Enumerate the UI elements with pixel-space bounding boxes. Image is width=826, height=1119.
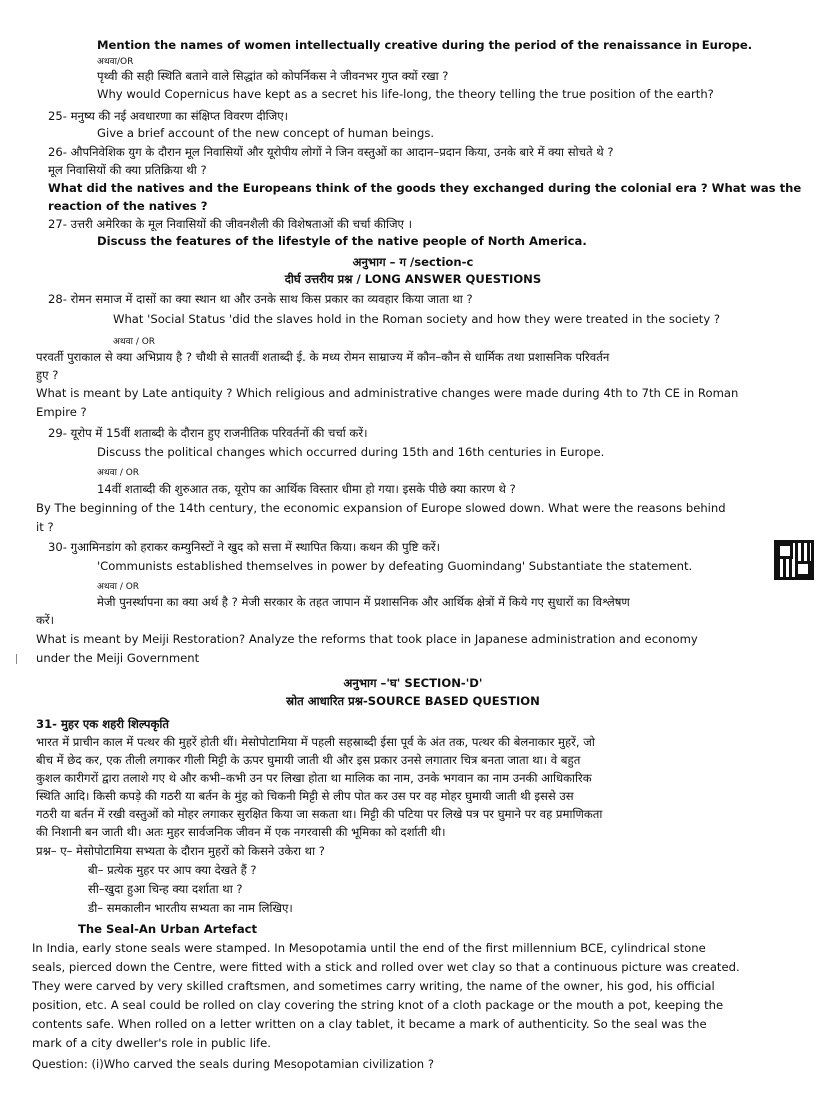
q31-en-passage-5: contents safe. When rolled on a letter written on a clay tablet, it became a mark of authenticity. So the seal was the <box>32 1017 707 1031</box>
q31-en-question-i: Question: (i)Who carved the seals during Mesopotamian civilization ? <box>32 1057 434 1071</box>
q29-alt-en-line-1: By The beginning of the 14th century, the economic expansion of Europe slowed down. What were the reasons behind <box>36 501 726 515</box>
q31-en-passage-1: In India, early stone seals were stamped. In Mesopotamia until the end of the first millennium BCE, cylindrical stone <box>32 941 706 955</box>
q31-hi-question-c: सी–खुदा हुआ चिन्ह क्या दर्शाता था ? <box>88 882 243 896</box>
q24-en-line: Mention the names of women intellectually creative during the period of the renaissance in Europe. <box>97 38 753 52</box>
q31-hi-passage-3: कुशल कारीगरों द्वारा तलाशे गए थे और कभी–कभी उन पर लिखा होता था मालिक का नाम, उनके भगवान का नाम उनकी आधिकारिक <box>36 771 592 785</box>
q24-alt-en-line: Why would Copernicus have kept as a secret his life-long, the theory telling the true position of the earth? <box>97 87 714 101</box>
q29-alt-hi-line: 14वीं शताब्दी की शुरुआत तक, यूरोप का आर्थिक विस्तार धीमा हो गया। इसके पीछे क्या कारण थे ? <box>97 482 516 496</box>
q28-alt-en-line-2: Empire ? <box>36 405 87 419</box>
source-based-heading: स्रोत आधारित प्रश्न-SOURCE BASED QUESTION <box>286 694 540 708</box>
q29-en-line: Discuss the political changes which occurred during 15th and 16th centuries in Europe. <box>97 445 605 459</box>
q28-alt-hi-line-2: हुए ? <box>36 368 59 382</box>
q29-alt-en-line-2: it ? <box>36 520 54 534</box>
q30-en-line: 'Communists established themselves in power by defeating Guomindang' Substantiate the statement. <box>97 559 693 573</box>
q30-hi-line: 30- गुआमिनडांग को हराकर कम्युनिस्टों ने खुद को सत्ता में स्थापित किया। कथन की पुष्टि करें। <box>48 540 441 554</box>
section-c-heading: अनुभाग – ग /section-c <box>352 255 474 269</box>
or-label: अथवा / OR <box>113 337 156 347</box>
q26-hi-line-2: मूल निवासियों की क्या प्रतिक्रिया थी ? <box>48 163 207 177</box>
q31-en-passage-3: They were carved by very skilled craftsmen, and sometimes carry writing, the name of the owner, his god, his official <box>32 979 715 993</box>
q24-alt-hi-line: पृथ्वी की सही स्थिति बताने वाले सिद्धांत को कोपर्निकस ने जीवनभर गुप्त क्यों रखा ? <box>97 69 449 83</box>
q31-hi-passage-4: स्थिति आदि। किसी कपड़े की गठरी या बर्तन के मुंह को चिकनी मिट्टी से लीप पोत कर उस पर वह मोहर घुमायी जाती थी इससे उस <box>36 789 574 803</box>
q29-hi-line: 29- यूरोप में 15वीं शताब्दी के दौरान हुए राजनीतिक परिवर्तनों की चर्चा करें। <box>48 426 368 440</box>
q26-hi-line-1: 26- औपनिवेशिक युग के दौरान मूल निवासियों और यूरोपीय लोगों ने जिन वस्तुओं का आदान–प्रदान किया, उनके बारे में क्या सोचते थे ? <box>48 145 614 159</box>
q30-alt-hi-line-2: करें। <box>36 613 55 627</box>
q26-en-line-2: reaction of the natives ? <box>48 199 208 213</box>
q31-hi-title: 31- मुहर एक शहरी शिल्पकृति <box>36 717 169 731</box>
q31-en-title: The Seal-An Urban Artefact <box>78 922 258 936</box>
q25-en-line: Give a brief account of the new concept of human beings. <box>97 126 435 140</box>
q27-hi-line: 27- उत्तरी अमेरिका के मूल निवासियों की जीवनशैली की विशेषताओं की चर्चा कीजिए । <box>48 217 413 231</box>
margin-mark <box>16 654 17 664</box>
or-label: अथवा/OR <box>97 57 134 67</box>
q31-hi-passage-5: गठरी या बर्तन में रखी वस्तुओं को मोहर लगाकर सुरक्षित किया जा सकता था। मिट्टी की पटिया पर लिखे पत्र पर घुमाने पर वह प्रमाणिकता <box>36 807 603 821</box>
q28-en-line: What 'Social Status 'did the slaves hold in the Roman society and how they were treated in the society ? <box>113 312 721 326</box>
long-answer-heading: दीर्घ उत्तरीय प्रश्न / LONG ANSWER QUESTIONS <box>284 272 542 286</box>
q31-hi-question-a: प्रश्न– ए– मेसोपोटामिया सभ्यता के दौरान मुहरों को किसने उकेरा था ? <box>36 844 325 858</box>
q31-en-passage-4: position, etc. A seal could be rolled on clay covering the string knot of a cloth package or the mouth a pot, keeping the <box>32 998 724 1012</box>
section-d-heading: अनुभाग –'घ' SECTION-'D' <box>343 676 483 690</box>
q30-alt-en-line-2: under the Meiji Government <box>36 651 200 665</box>
qr-code-icon <box>774 540 814 580</box>
q27-en-line: Discuss the features of the lifestyle of the native people of North America. <box>97 234 587 248</box>
q25-hi-line: 25- मनुष्य की नई अवधारणा का संक्षिप्त विवरण दीजिए। <box>48 109 289 123</box>
q30-alt-en-line-1: What is meant by Meiji Restoration? Analyze the reforms that took place in Japanese administration and economy <box>36 632 698 646</box>
q28-hi-line: 28- रोमन समाज में दासों का क्या स्थान था और उनके साथ किस प्रकार का व्यवहार किया जाता था ? <box>48 292 473 306</box>
q31-hi-question-d: डी– समकालीन भारतीय सभ्यता का नाम लिखिए। <box>88 901 293 915</box>
or-label: अथवा / OR <box>97 582 140 592</box>
q26-en-line-1: What did the natives and the Europeans think of the goods they exchanged during the colonial era ? What was the <box>48 181 802 195</box>
q31-hi-passage-6: की निशानी बन जाती थी। अतः मुहर सार्वजनिक जीवन में एक नगरवासी की भूमिका को दर्शाती थी। <box>36 825 446 839</box>
q31-hi-passage-1: भारत में प्राचीन काल में पत्थर की मुहरें होती थीं। मेसोपोटामिया में पहली सहस्राब्दी ईसा पूर्व के अंत तक, पत्थर की बेलनाकार मुहरें, जो <box>36 735 595 749</box>
q31-en-passage-2: seals, pierced down the Centre, were fitted with a stick and rolled over wet clay so that a continuous picture was created. <box>32 960 740 974</box>
q30-alt-hi-line-1: मेजी पुनर्स्थापना का क्या अर्थ है ? मेजी सरकार के तहत जापान में प्रशासनिक और आर्थिक क्षेत्रों में किये गए सुधारों का विश्लेषण <box>97 595 630 609</box>
q31-hi-question-b: बी– प्रत्येक मुहर पर आप क्या देखते हैं ? <box>88 863 257 877</box>
q28-alt-hi-line-1: परवर्ती पुराकाल से क्या अभिप्राय है ? चौथी से सातवीं शताब्दी ई. के मध्य रोमन साम्राज्य में कौन–कौन से धार्मिक तथा प्रशासनिक परिवर्तन <box>36 350 610 364</box>
q31-hi-passage-2: बीच में छेद कर, एक तीली लगाकर गीली मिट्टी के ऊपर घुमायी जाती थी और इस प्रकार उनसे लगातार चित्र बनता जाता था। वे बहुत <box>36 753 581 767</box>
q28-alt-en-line-1: What is meant by Late antiquity ? Which religious and administrative changes were made during 4th to 7th CE in Roman <box>36 386 739 400</box>
q31-en-passage-6: mark of a city dweller's role in public life. <box>32 1036 271 1050</box>
or-label: अथवा / OR <box>97 468 140 478</box>
